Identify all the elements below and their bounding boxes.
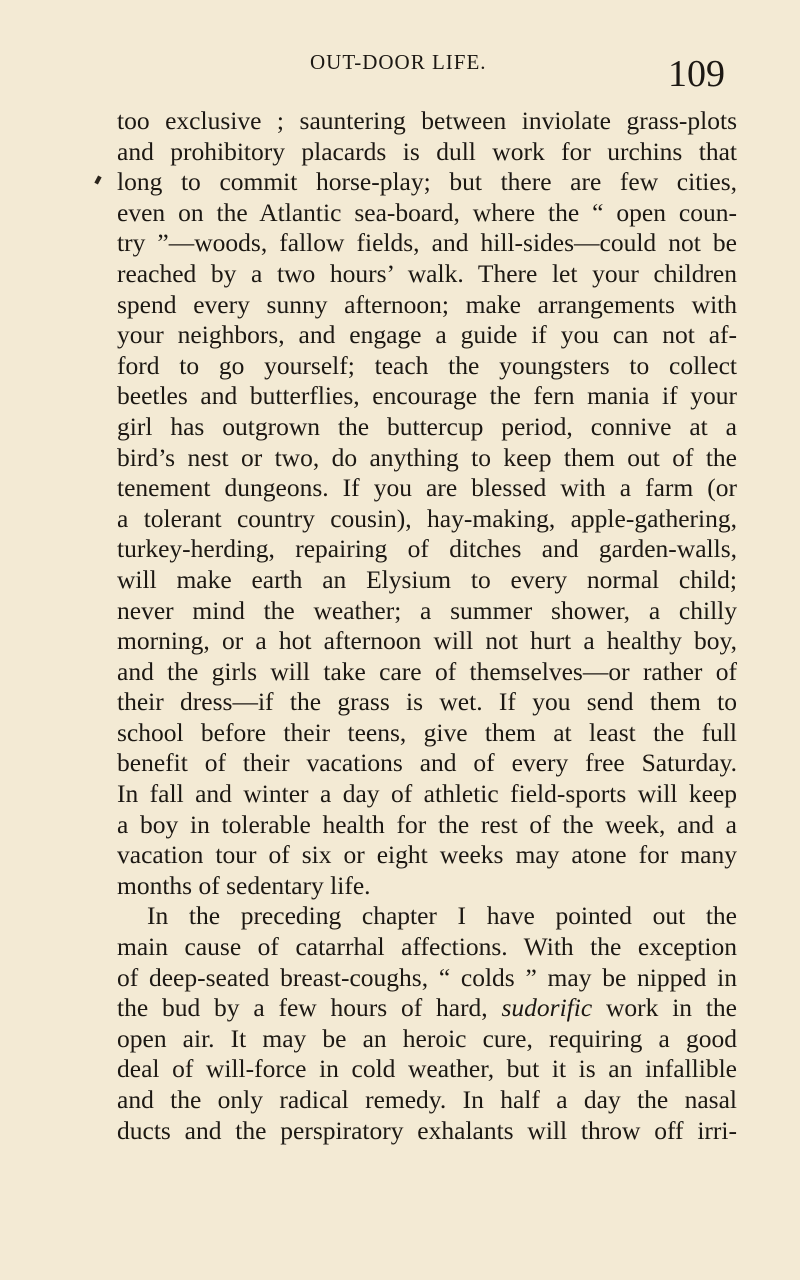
text-line: ford to go yourself; teach the youngsters to collect	[117, 350, 737, 380]
text-line: long to commit horse-play; but there are few cities,	[117, 167, 737, 197]
text-line: reached by a two hours’ walk. There let your children	[117, 258, 737, 288]
body-text	[117, 106, 737, 1146]
text-line: tenement dungeons. If you are blessed with a farm (or	[117, 473, 737, 503]
text-line: morning, or a hot afternoon will not hurt a healthy boy,	[117, 626, 737, 656]
text-line: deal of will-force in cold weather, but it is an infallible	[117, 1054, 737, 1084]
text-line: a tolerant country cousin), hay-making, apple-gathering,	[117, 503, 737, 533]
text-line: main cause of catarrhal affections. With the exception	[117, 932, 737, 962]
text-line: their dress—if the grass is wet. If you send them to	[117, 687, 737, 717]
text-line: turkey-herding, repairing of ditches and garden-walls,	[117, 534, 737, 564]
text-line: beetles and butterflies, encourage the fern mania if your	[117, 381, 737, 411]
text-line: girl has outgrown the buttercup period, connive at a	[117, 411, 737, 441]
text-line: a boy in tolerable health for the rest of the week, and a	[117, 809, 737, 839]
text-run: work in the	[605, 993, 737, 1023]
text-line: too exclusive ; sauntering between inviolate grass-plots	[117, 106, 737, 135]
text-run: the bud by a few hours of hard,	[117, 993, 488, 1023]
text-line: spend every sunny afternoon; make arrangements with	[117, 289, 737, 319]
text-line: your neighbors, and engage a guide if you can not af-	[117, 320, 737, 350]
text-line: never mind the weather; a summer shower, a chilly	[117, 595, 737, 625]
text-line: of deep-seated breast-coughs, “ colds ” may be nipped in	[117, 962, 737, 992]
text-line: benefit of their vacations and of every free Saturday.	[117, 748, 737, 778]
running-head: OUT-DOOR LIFE.	[310, 50, 487, 74]
ink-speck	[94, 176, 101, 185]
italic-word: sudorific	[501, 993, 593, 1023]
text-line: and the only radical remedy. In half a day the nasal	[117, 1085, 737, 1114]
text-line: try ”—woods, fallow fields, and hill-sides—could not be	[117, 228, 737, 258]
text-line: vacation tour of six or eight weeks may atone for many	[117, 840, 737, 870]
text-line: and the girls will take care of themselves—or rather of	[117, 656, 737, 686]
text-line: will make earth an Elysium to every normal child;	[117, 564, 737, 594]
text-line: In fall and winter a day of athletic field-sports will keep	[117, 779, 737, 809]
text-line: open air. It may be an heroic cure, requiring a good	[117, 1023, 737, 1053]
text-line-with-italic	[117, 993, 737, 1024]
paragraph-last-line: months of sedentary life.	[117, 870, 371, 900]
text-line: school before their teens, give them at least the full	[117, 717, 737, 747]
text-line: even on the Atlantic sea-board, where the “ open coun-	[117, 197, 737, 227]
page-number: 109	[668, 53, 725, 95]
text-line: bird’s nest or two, do anything to keep them out of the	[117, 442, 737, 472]
text-line: and prohibitory placards is dull work for urchins that	[117, 136, 737, 166]
paragraph-first-line: In the preceding chapter I have pointed out the	[147, 901, 737, 931]
text-line: ducts and the perspiratory exhalants will throw off irri-	[117, 1115, 737, 1145]
